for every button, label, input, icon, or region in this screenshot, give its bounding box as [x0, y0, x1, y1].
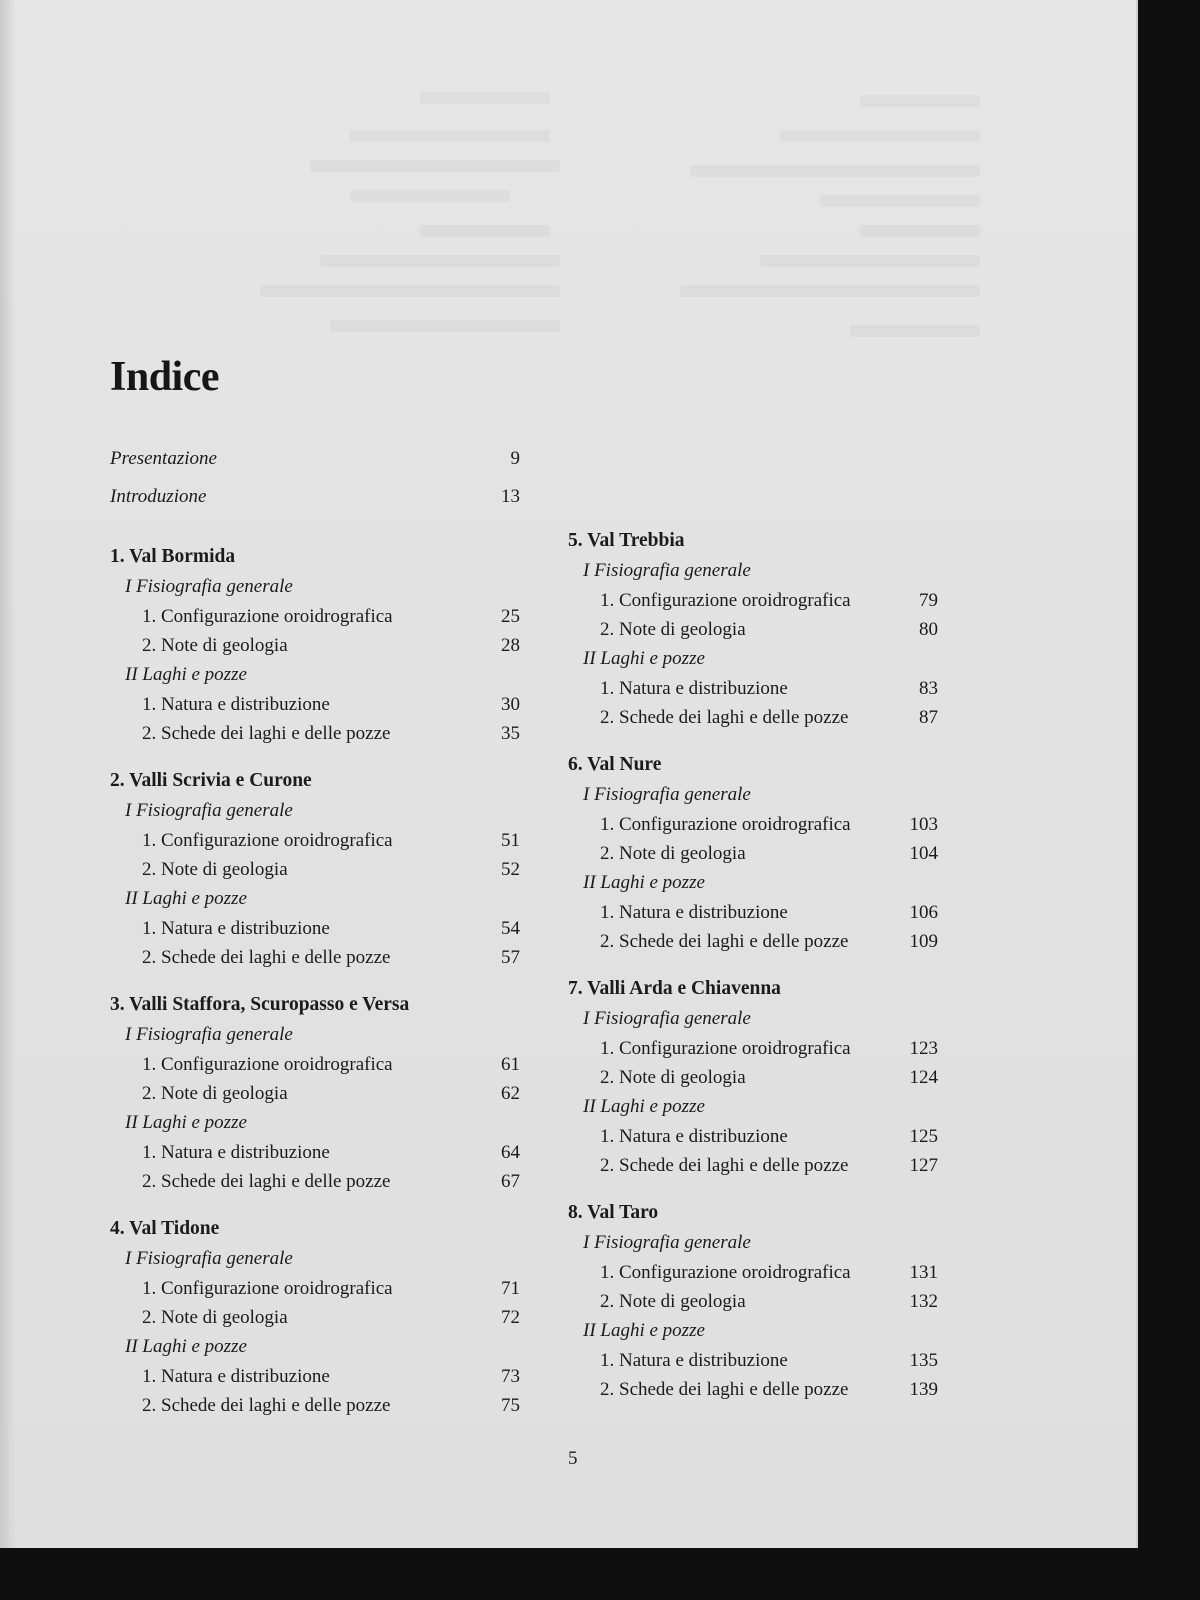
toc-chapter [568, 1202, 968, 1408]
toc-entry-label: 2. Schede dei laghi e delle pozze [142, 1395, 391, 1416]
toc-entry-label: 2. Schede dei laghi e delle pozze [142, 723, 391, 744]
toc-entry-page: 103 [909, 814, 938, 835]
toc-entry-page: 72 [501, 1307, 520, 1328]
toc-entry-page: 106 [909, 902, 938, 923]
toc-chapter [110, 1218, 530, 1424]
toc-chapter-title: 1. Val Bormida [110, 546, 236, 567]
toc-entry [568, 1291, 968, 1320]
toc-entry [110, 1307, 530, 1336]
toc-entry-page: 135 [909, 1350, 938, 1371]
toc-part-heading: I Fisiografia generale [125, 1248, 293, 1269]
toc-entry [568, 1067, 968, 1096]
toc-chapter [110, 546, 530, 752]
toc-entry-page: 73 [501, 1366, 520, 1387]
toc-chapter [110, 770, 530, 976]
toc-entry [110, 1278, 530, 1307]
toc-part-heading: II Laghi e pozze [583, 1096, 705, 1117]
toc-entry-label: 2. Note di geologia [142, 1083, 288, 1104]
toc-entry-label: 1. Natura e distribuzione [142, 1142, 330, 1163]
toc-entry [568, 1155, 968, 1184]
toc-entry-page: 61 [501, 1054, 520, 1075]
toc-chapter-title: 8. Val Taro [568, 1202, 659, 1223]
toc-entry-page: 104 [909, 843, 938, 864]
toc-chapter-title: 2. Valli Scrivia e Curone [110, 770, 312, 791]
toc-entry-label: 2. Note di geologia [142, 635, 288, 656]
toc-entry [568, 1262, 968, 1291]
toc-part-heading: I Fisiografia generale [125, 800, 293, 821]
toc-part-heading: II Laghi e pozze [583, 872, 705, 893]
toc-front-entry [110, 486, 530, 524]
toc-chapter [568, 754, 968, 960]
toc-entry [110, 947, 530, 976]
toc-entry-label: 1. Natura e distribuzione [600, 678, 788, 699]
toc-entry-page: 64 [501, 1142, 520, 1163]
toc-entry-page: 28 [501, 635, 520, 656]
toc-chapter-title: 4. Val Tidone [110, 1218, 220, 1239]
toc-entry-page: 25 [501, 606, 520, 627]
toc-entry [110, 694, 530, 723]
toc-entry [110, 830, 530, 859]
toc-entry-label: 1. Configurazione oroidrografica [142, 830, 393, 851]
toc-entry-page: 52 [501, 859, 520, 880]
toc-entry-page: 35 [501, 723, 520, 744]
toc-part-heading: I Fisiografia generale [125, 1024, 293, 1045]
toc-entry-label: 2. Note di geologia [142, 1307, 288, 1328]
toc-entry [110, 1083, 530, 1112]
toc-entry-label: 2. Schede dei laghi e delle pozze [142, 947, 391, 968]
toc-entry-label: 2. Schede dei laghi e delle pozze [142, 1171, 391, 1192]
toc-chapter [568, 978, 968, 1184]
toc-entry-label: 2. Note di geologia [600, 619, 746, 640]
toc-entry-label: 1. Configurazione oroidrografica [142, 606, 393, 627]
toc-part-heading: I Fisiografia generale [583, 1008, 751, 1029]
toc-entry-page: 51 [501, 830, 520, 851]
toc-entry [110, 606, 530, 635]
toc-entry-page: 80 [919, 619, 938, 640]
toc-entry-page: 123 [909, 1038, 938, 1059]
toc-entry-label: 2. Note di geologia [600, 1067, 746, 1088]
toc-front-entry [110, 448, 530, 486]
toc-entry-page: 109 [909, 931, 938, 952]
page-number: 5 [568, 1448, 578, 1469]
toc-entry-label: 1. Configurazione oroidrografica [600, 1262, 851, 1283]
toc-entry [568, 619, 968, 648]
toc-entry [110, 1054, 530, 1083]
toc-entry-label: Introduzione [110, 486, 207, 507]
toc-entry-page: 139 [909, 1379, 938, 1400]
toc-chapter-title: 5. Val Trebbia [568, 530, 685, 551]
toc-entry-label: 1. Natura e distribuzione [600, 902, 788, 923]
toc-entry-label: 1. Natura e distribuzione [142, 694, 330, 715]
toc-entry [568, 678, 968, 707]
toc-entry-page: 83 [919, 678, 938, 699]
toc-entry-label: 1. Configurazione oroidrografica [142, 1278, 393, 1299]
toc-entry-label: 2. Schede dei laghi e delle pozze [600, 707, 849, 728]
toc-right-column [568, 530, 968, 1418]
toc-entry [110, 918, 530, 947]
toc-entry-label: 1. Configurazione oroidrografica [142, 1054, 393, 1075]
toc-entry-label: 1. Configurazione oroidrografica [600, 1038, 851, 1059]
toc-part-heading: I Fisiografia generale [583, 784, 751, 805]
page-title: Indice [110, 354, 220, 400]
toc-part-heading: II Laghi e pozze [125, 888, 247, 909]
toc-entry-label: 1. Configurazione oroidrografica [600, 590, 851, 611]
toc-entry-page: 71 [501, 1278, 520, 1299]
toc-entry-page: 62 [501, 1083, 520, 1104]
toc-left-column [110, 448, 530, 1434]
toc-chapter-title: 6. Val Nure [568, 754, 662, 775]
toc-part-heading: II Laghi e pozze [125, 1336, 247, 1357]
toc-entry [110, 859, 530, 888]
toc-entry-page: 57 [501, 947, 520, 968]
toc-entry [568, 590, 968, 619]
toc-entry-page: 54 [501, 918, 520, 939]
toc-entry-page: 131 [909, 1262, 938, 1283]
toc-entry [568, 843, 968, 872]
toc-entry-label: 2. Schede dei laghi e delle pozze [600, 1379, 849, 1400]
toc-entry-page: 30 [501, 694, 520, 715]
toc-entry-label: 2. Note di geologia [600, 1291, 746, 1312]
toc-entry-label: 2. Note di geologia [142, 859, 288, 880]
toc-entry-label: 1. Natura e distribuzione [142, 918, 330, 939]
toc-entry-label: Presentazione [110, 448, 217, 469]
toc-entry-page: 13 [501, 486, 520, 507]
toc-part-heading: II Laghi e pozze [583, 648, 705, 669]
toc-part-heading: I Fisiografia generale [583, 1232, 751, 1253]
toc-entry-label: 1. Natura e distribuzione [600, 1350, 788, 1371]
toc-entry-page: 127 [909, 1155, 938, 1176]
toc-entry-page: 67 [501, 1171, 520, 1192]
toc-chapter [110, 994, 530, 1200]
toc-part-heading: I Fisiografia generale [583, 560, 751, 581]
toc-entry [110, 723, 530, 752]
toc-entry-page: 75 [501, 1395, 520, 1416]
toc-entry [568, 1350, 968, 1379]
toc-entry-label: 2. Note di geologia [600, 843, 746, 864]
toc-entry [568, 1126, 968, 1155]
toc-entry [568, 1038, 968, 1067]
toc-entry [568, 707, 968, 736]
toc-entry-label: 2. Schede dei laghi e delle pozze [600, 931, 849, 952]
toc-entry-label: 2. Schede dei laghi e delle pozze [600, 1155, 849, 1176]
toc-entry [110, 1142, 530, 1171]
toc-entry-label: 1. Configurazione oroidrografica [600, 814, 851, 835]
toc-part-heading: II Laghi e pozze [125, 664, 247, 685]
toc-entry-page: 79 [919, 590, 938, 611]
toc-chapter-title: 3. Valli Staffora, Scuropasso e Versa [110, 994, 410, 1015]
toc-chapter [568, 530, 968, 736]
toc-part-heading: II Laghi e pozze [125, 1112, 247, 1133]
toc-entry-label: 1. Natura e distribuzione [600, 1126, 788, 1147]
toc-entry [568, 931, 968, 960]
toc-part-heading: I Fisiografia generale [125, 576, 293, 597]
toc-entry [110, 1366, 530, 1395]
toc-entry [110, 1171, 530, 1200]
toc-part-heading: II Laghi e pozze [583, 1320, 705, 1341]
toc-entry-page: 124 [909, 1067, 938, 1088]
toc-entry [568, 814, 968, 843]
toc-chapter-title: 7. Valli Arda e Chiavenna [568, 978, 781, 999]
toc-entry-label: 1. Natura e distribuzione [142, 1366, 330, 1387]
toc-entry-page: 132 [909, 1291, 938, 1312]
toc-entry [110, 635, 530, 664]
toc-entry-page: 125 [909, 1126, 938, 1147]
toc-entry [568, 1379, 968, 1408]
toc-entry [110, 1395, 530, 1424]
toc-entry [568, 902, 968, 931]
toc-entry-page: 87 [919, 707, 938, 728]
toc-entry-page: 9 [510, 448, 520, 469]
